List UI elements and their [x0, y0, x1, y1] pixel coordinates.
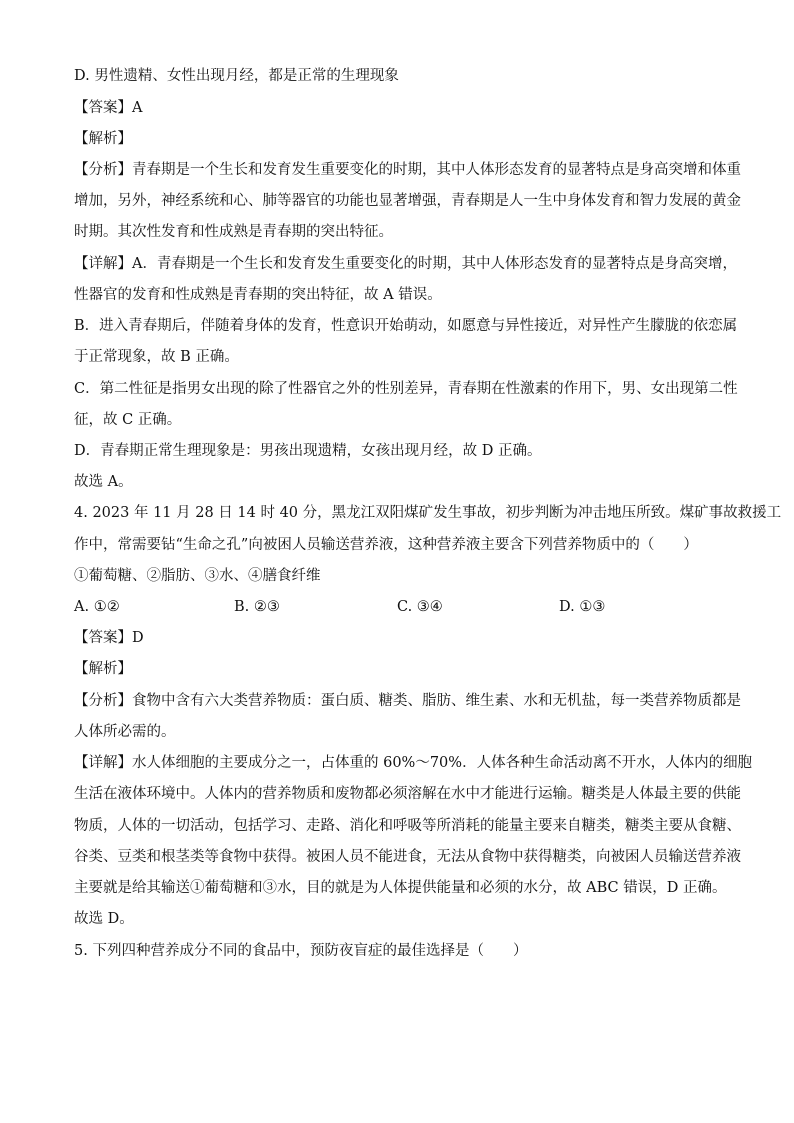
analysis-paragraph-line: 【分析】食物中含有六大类营养物质：蛋白质、糖类、脂肪、维生素、水和无机盐，每一类营养物质都是 [74, 693, 741, 709]
analysis-paragraph-line: 时期。其次性发育和性成熟是青春期的突出特征。 [74, 224, 393, 240]
conclusion-line: 故选 A。 [74, 474, 133, 490]
question-4-stem: 4. 2023 年 11 月 28 日 14 时 40 分，黑龙江双阳煤矿发生事故，初步判断为冲击地压所致。煤矿事故救援工 [74, 505, 782, 521]
explanation-paragraph-line: 征，故 C 正确。 [74, 412, 182, 428]
conclusion-line: 故选 D。 [74, 911, 134, 927]
explanation-paragraph-line: 【详解】A．青春期是一个生长和发育发生重要变化的时期，其中人体形态发育的显著特点是身高突增， [74, 256, 737, 272]
analysis-label: 【解析】 [74, 131, 132, 147]
question-5-stem: 5. 下列四种营养成分不同的食品中，预防夜盲症的最佳选择是（ ） [74, 943, 528, 959]
question-4-stem: 作中，常需要钻“生命之孔”向被困人员输送营养液，这种营养液主要含下列营养物质中的（ ） [74, 537, 698, 553]
analysis-paragraph-line: 【分析】青春期是一个生长和发育发生重要变化的时期，其中人体形态发育的显著特点是身高突增和体重 [74, 162, 741, 178]
explanation-paragraph-line: B．进入青春期后，伴随着身体的发育，性意识开始萌动，如愿意与异性接近，对异性产生朦胧的依恋属 [74, 318, 738, 334]
option-c: C. ③④ [397, 599, 443, 615]
option-d-text: D. 男性遗精、女性出现月经，都是正常的生理现象 [74, 68, 399, 84]
option-b: B. ②③ [234, 599, 280, 615]
answer-label: 【答案】D [74, 630, 144, 646]
explanation-paragraph-line: C．第二性征是指男女出现的除了性器官之外的性别差异，青春期在性激素的作用下，男、女出现第二性 [74, 381, 738, 397]
answer-label: 【答案】A [74, 100, 143, 116]
question-4-items: ①葡萄糖、②脂肪、③水、④膳食纤维 [74, 568, 321, 584]
option-d: D. ①③ [559, 599, 606, 615]
explanation-paragraph-line: 于正常现象，故 B 正确。 [74, 349, 239, 365]
option-a: A. ①② [74, 599, 120, 615]
explanation-paragraph-line: 物质，人体的一切活动，包括学习、走路、消化和呼吸等所消耗的能量主要来自糖类，糖类主要从食糖、 [74, 818, 741, 834]
analysis-label: 【解析】 [74, 661, 132, 677]
explanation-paragraph-line: 性器官的发育和性成熟是青春期的突出特征，故 A 错误。 [74, 287, 442, 303]
explanation-paragraph-line: 生活在液体环境中。人体内的营养物质和废物都必须溶解在水中才能进行运输。糖类是人体最主要的供能 [74, 786, 741, 802]
explanation-paragraph-line: 【详解】水人体细胞的主要成分之一，占体重的 60%～70%．人体各种生命活动离不开水，人体内的细胞 [74, 755, 753, 771]
analysis-paragraph-line: 人体所必需的。 [74, 724, 176, 740]
analysis-paragraph-line: 增加，另外，神经系统和心、肺等器官的功能也显著增强，青春期是人一生中身体发育和智力发展的黄金 [74, 193, 741, 209]
explanation-paragraph-line: 主要就是给其输送①葡萄糖和③水，目的就是为人体提供能量和必须的水分，故 ABC 错误，D 正确。 [74, 880, 727, 896]
explanation-paragraph-line: 谷类、豆类和根茎类等食物中获得。被困人员不能进食，无法从食物中获得糖类，向被困人员输送营养液 [74, 849, 741, 865]
explanation-paragraph-line: D．青春期正常生理现象是：男孩出现遗精，女孩出现月经，故 D 正确。 [74, 443, 542, 459]
